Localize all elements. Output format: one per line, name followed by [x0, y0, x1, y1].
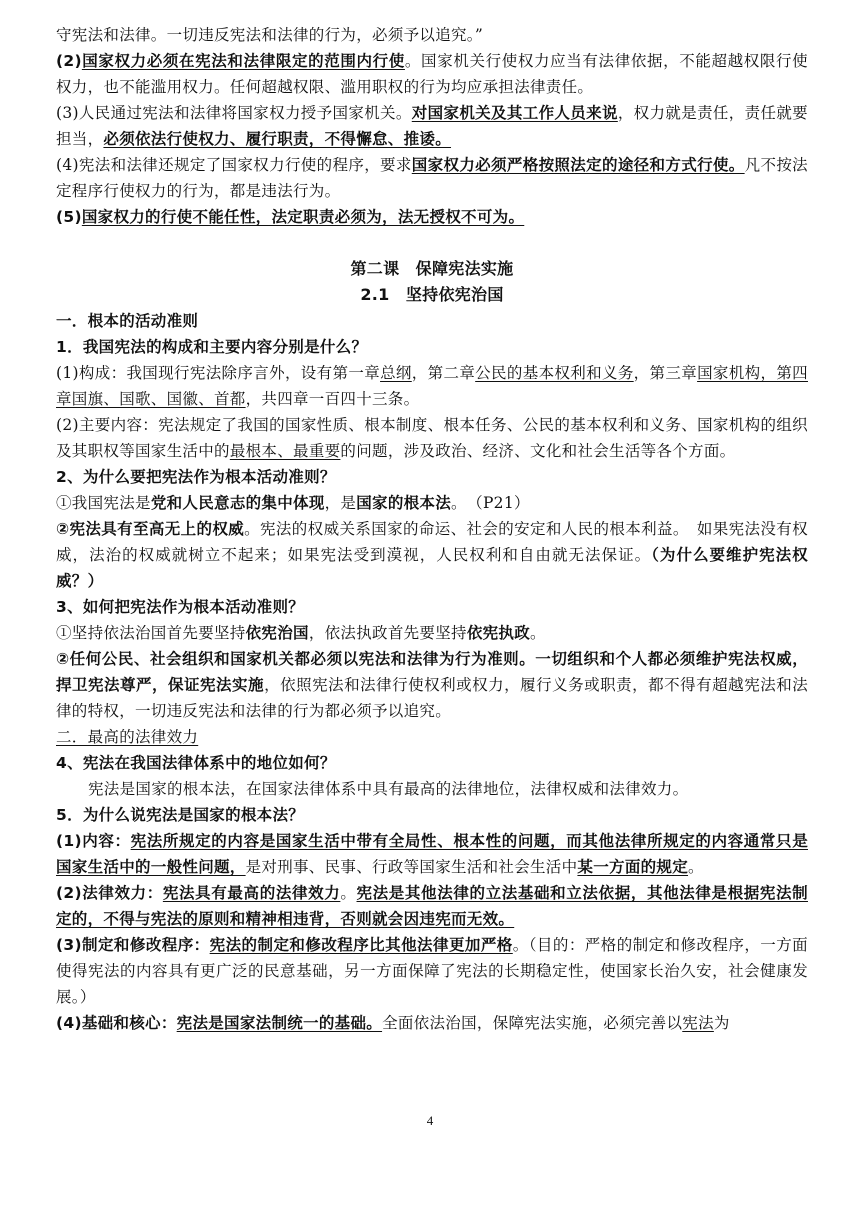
answer-5-point-3: (3)制定和修改程序：宪法的制定和修改程序比其他法律更加严格。（目的：严格的制定和修改程序，一方面使得宪法的内容具有更广泛的民意基础，另一方面保障了宪法的长期稳定性，使国家长治久安，社会健康发展。） — [56, 936, 808, 1006]
point-4: (4)宪法和法律还规定了国家权力行使的程序，要求国家权力必须严格按照法定的途径和方式行使。凡不按法定程序行使权力的行为，都是违法行为。 — [56, 156, 808, 200]
answer-1-structure: (1)构成：我国现行宪法除序言外，设有第一章总纲，第二章公民的基本权利和义务，第三章国家机构，第四章国旗、国歌、国徽、首都，共四章一百四十三条。 — [56, 364, 808, 408]
point-3: (3)人民通过宪法和法律将国家权力授予国家机关。对国家机关及其工作人员来说，权力就是责任，责任就要担当，必须依法行使权力、履行职责，不得懈怠、推诿。 — [56, 104, 808, 148]
heading-2: 二．最高的法律效力 — [56, 728, 199, 746]
answer-5-point-1: (1)内容：宪法所规定的内容是国家生活中带有全局性、根本性的问题，而其他法律所规定的内容通常只是国家生活中的一般性问题，是对刑事、民事、行政等国家生活和社会生活中某一方面的规定。 — [56, 832, 808, 876]
point-5: (5)国家权力的行使不能任性，法定职责必须为，法无授权不可为。 — [56, 208, 525, 226]
answer-4: 宪法是国家的根本法，在国家法律体系中具有最高的法律地位，法律权威和法律效力。 — [88, 780, 689, 798]
answer-5-point-4: (4)基础和核心：宪法是国家法制统一的基础。全面依法治国，保障宪法实施，必须完善以宪法为 — [56, 1014, 730, 1032]
page-number: 4 — [426, 1113, 434, 1128]
answer-5-point-2: (2)法律效力：宪法具有最高的法律效力。宪法是其他法律的立法基础和立法依据，其他法律是根据宪法制定的，不得与宪法的原则和精神相违背，否则就会因违宪而无效。 — [56, 884, 808, 928]
answer-3-point-2: ②任何公民、社会组织和国家机关都必须以宪法和法律为行为准则。一切组织和个人都必须维护宪法权威，捍卫宪法尊严，保证宪法实施，依照宪法和法律行使权利或权力，履行义务或职责，都不得有超越宪法和法律的特权，一切违反宪法和法律的行为都必须予以追究。 — [56, 650, 809, 720]
spacer — [56, 230, 808, 256]
point-2: (2)国家权力必须在宪法和法律限定的范围内行使。国家机关行使权力应当有法律依据，不能超越权限行使权力，也不能滥用权力。任何超越权限、滥用职权的行为均应承担法律责任。 — [56, 52, 808, 96]
section-title: 2.1 坚持依宪治国 — [360, 285, 504, 304]
answer-2-point-2: ②宪法具有至高无上的权威。宪法的权威关系国家的命运、社会的安定和人民的根本利益。 如果宪法没有权威，法治的权威就树立不起来；如果宪法受到漠视，人民权利和自由就无法保证。（为什么要维护宪法权威？） — [56, 520, 808, 590]
paragraph-continuation: 守宪法和法律。一切违反宪法和法律的行为，必须予以追究。” — [56, 26, 484, 44]
answer-3-point-1: ①坚持依法治国首先要坚持依宪治国，依法执政首先要坚持依宪执政。 — [56, 624, 546, 642]
question-4: 4、宪法在我国法律体系中的地位如何？ — [56, 754, 336, 772]
lesson-title: 第二课 保障宪法实施 — [350, 259, 514, 278]
question-2: 2、为什么要把宪法作为根本活动准则？ — [56, 468, 336, 486]
question-1: 1．我国宪法的构成和主要内容分别是什么？ — [56, 338, 368, 356]
heading-1: 一．根本的活动准则 — [56, 312, 199, 330]
document-page — [56, 22, 808, 1036]
answer-1-content: (2)主要内容：宪法规定了我国的国家性质、根本制度、根本任务、公民的基本权利和义务、国家机构的组织及其职权等国家生活中的最根本、最重要的问题，涉及政治、经济、文化和社会生活等各个方面。 — [56, 416, 808, 460]
question-3: 3、如何把宪法作为根本活动准则？ — [56, 598, 305, 616]
answer-2-point-1: ①我国宪法是党和人民意志的集中体现，是国家的根本法。 （P21） — [56, 494, 530, 512]
question-5: 5．为什么说宪法是国家的根本法？ — [56, 806, 305, 824]
